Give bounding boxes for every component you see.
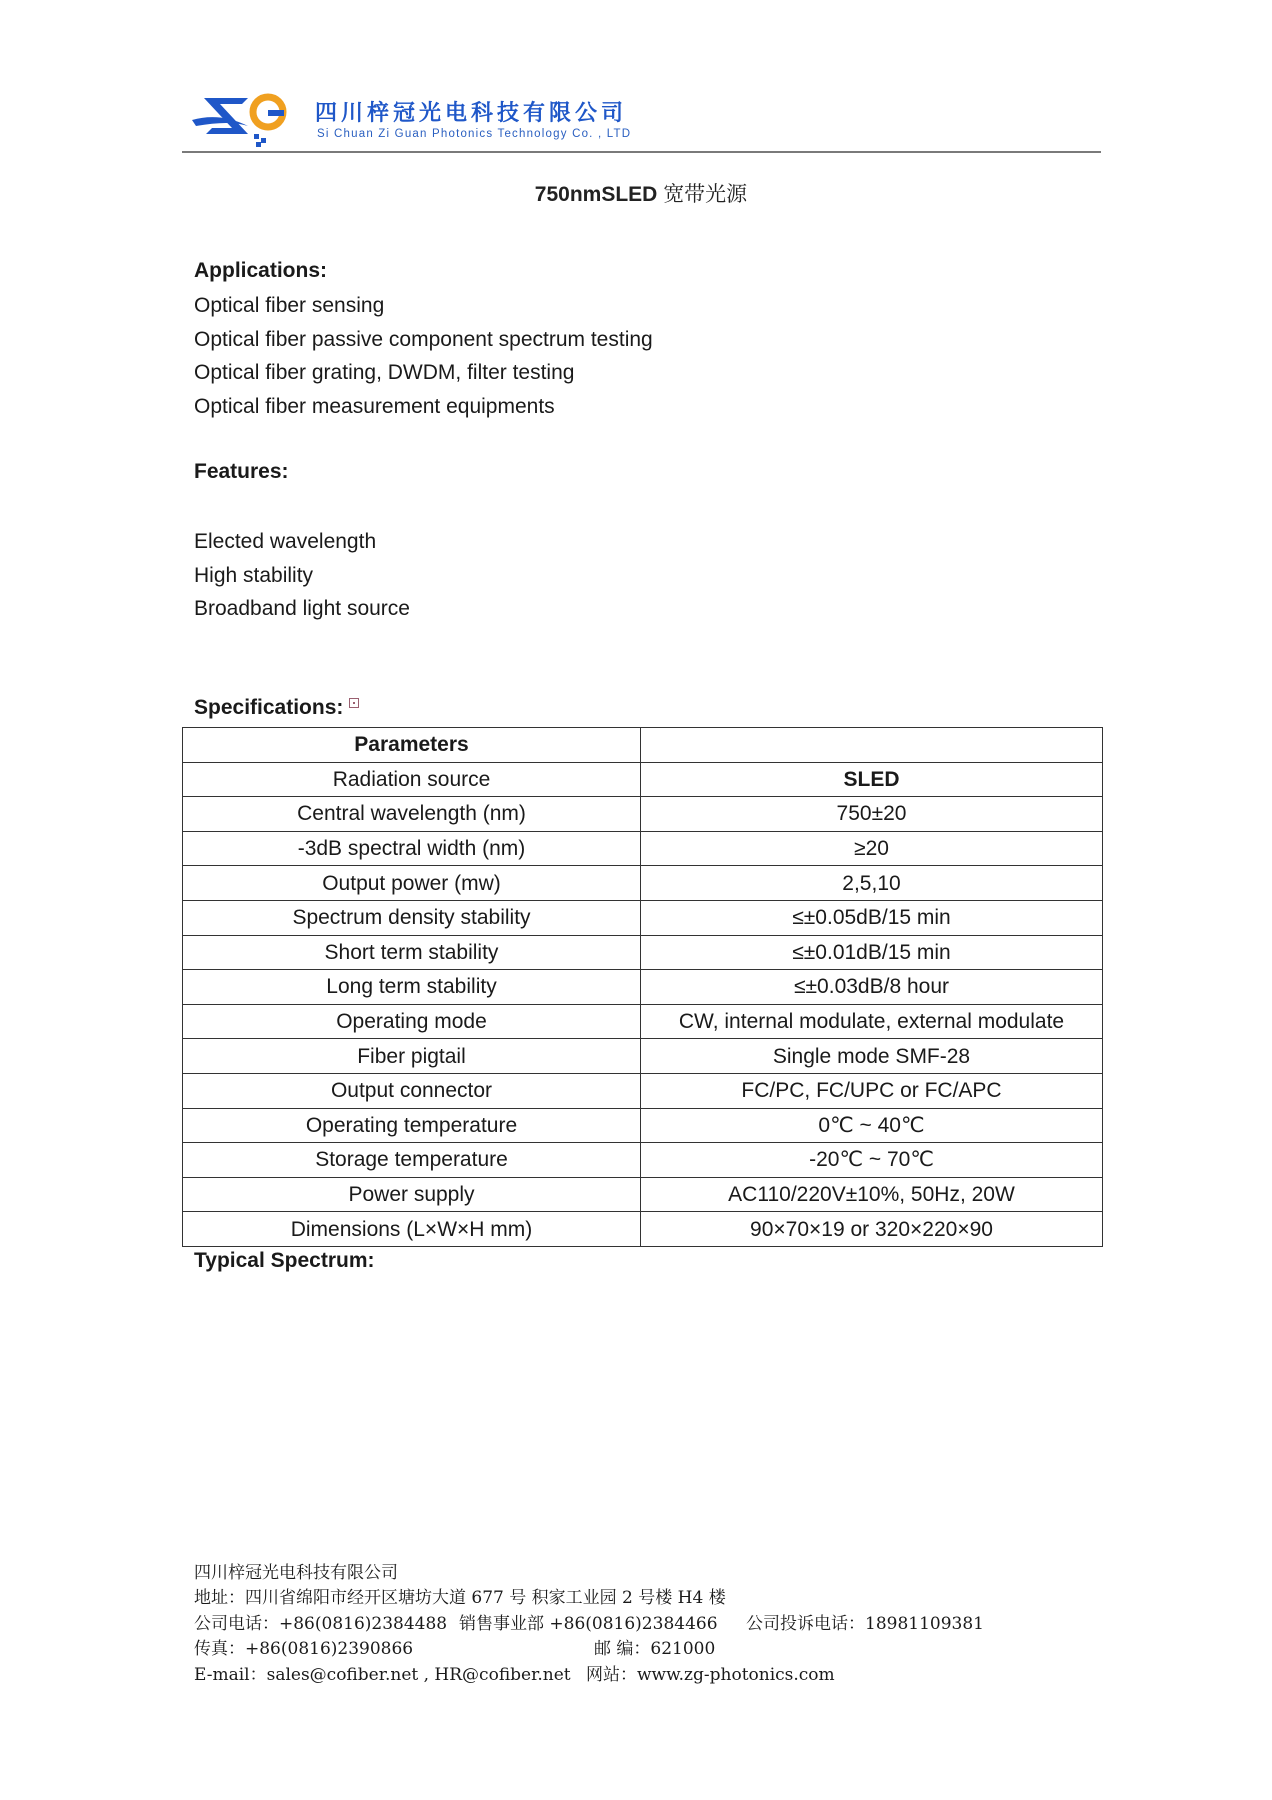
list-item: Broadband light source <box>194 597 410 620</box>
company-name-en: Si Chuan Zi Guan Photonics Technology Co. , LTD <box>317 128 632 140</box>
table-row <box>183 1212 1103 1247</box>
table-row <box>183 1108 1103 1143</box>
table-row <box>183 866 1103 901</box>
param-value: 90×70×19 or 320×220×90 <box>641 1212 1103 1247</box>
footer-sales-phone: 销售事业部 +86(0816)2384466 <box>459 1614 718 1634</box>
param-value: 0℃ ~ 40℃ <box>641 1108 1103 1143</box>
param-name: Operating temperature <box>183 1108 641 1143</box>
specifications-table <box>182 727 1103 1247</box>
footer-phone: 公司电话：+86(0816)2384488 <box>194 1614 448 1634</box>
param-name: Fiber pigtail <box>183 1039 641 1074</box>
column-header: Parameters <box>183 728 641 763</box>
param-value: CW, internal modulate, external modulate <box>641 1004 1103 1039</box>
table-row <box>183 1073 1103 1108</box>
zg-logo-icon <box>190 90 300 150</box>
footer-fax: 传真：+86(0816)2390866 <box>194 1639 414 1659</box>
table-row <box>183 970 1103 1005</box>
param-name: Operating mode <box>183 1004 641 1039</box>
column-header <box>641 728 1103 763</box>
table-row <box>183 1004 1103 1039</box>
param-value: SLED <box>641 762 1103 797</box>
footer-email[interactable]: E-mail：sales@cofiber.net , HR@cofiber.net <box>194 1665 571 1685</box>
table-row <box>183 1143 1103 1178</box>
footer-address: 地址：四川省绵阳市经开区塘坊大道 677 号 积家工业园 2 号楼 H4 楼 <box>194 1588 726 1608</box>
table-row <box>183 831 1103 866</box>
list-item: High stability <box>194 563 314 587</box>
param-value: Single mode SMF-28 <box>641 1039 1103 1074</box>
typical-spectrum-heading: Typical Spectrum: <box>194 1249 375 1272</box>
param-name: -3dB spectral width (nm) <box>183 831 641 866</box>
company-name-cn: 四川梓冠光电科技有限公司 <box>315 101 628 126</box>
footer-complaint-phone: 公司投诉电话：18981109381 <box>746 1614 984 1634</box>
table-row <box>183 900 1103 935</box>
param-value: ≤±0.03dB/8 hour <box>641 970 1103 1005</box>
document-title <box>0 178 1272 208</box>
list-item: Optical fiber passive component spectrum testing <box>194 327 653 351</box>
param-value: ≤±0.05dB/15 min <box>641 900 1103 935</box>
list-item: Elected wavelength <box>194 530 377 553</box>
footer-company: 四川梓冠光电科技有限公司 <box>194 1563 398 1583</box>
param-name: Long term stability <box>183 970 641 1005</box>
param-value: AC110/220V±10%, 50Hz, 20W <box>641 1177 1103 1212</box>
footer-website[interactable]: 网站：www.zg-photonics.com <box>586 1665 835 1685</box>
param-name: Output power (mw) <box>183 866 641 901</box>
list-item: Optical fiber measurement equipments <box>194 394 555 418</box>
specifications-heading <box>194 696 359 720</box>
title-en: 750nmSLED <box>534 183 658 206</box>
footer-postcode: 邮 编：621000 <box>594 1639 716 1659</box>
letterhead <box>182 84 1102 154</box>
param-value: FC/PC, FC/UPC or FC/APC <box>641 1073 1103 1108</box>
table-row <box>183 935 1103 970</box>
param-name: Power supply <box>183 1177 641 1212</box>
param-value: 750±20 <box>641 797 1103 832</box>
list-item: Optical fiber grating, DWDM, filter testing <box>194 361 575 384</box>
param-value: -20℃ ~ 70℃ <box>641 1143 1103 1178</box>
param-name: Radiation source <box>183 762 641 797</box>
table-row <box>183 797 1103 832</box>
param-value: 2,5,10 <box>641 866 1103 901</box>
table-row <box>183 762 1103 797</box>
table-row <box>183 1177 1103 1212</box>
table-row <box>183 1039 1103 1074</box>
param-name: Central wavelength (nm) <box>183 797 641 832</box>
features-heading: Features: <box>194 460 289 483</box>
embedded-object-icon <box>349 698 359 708</box>
param-name: Short term stability <box>183 935 641 970</box>
param-name: Storage temperature <box>183 1143 641 1178</box>
list-item: Optical fiber sensing <box>194 294 385 317</box>
title-cn: 宽带光源 <box>663 182 748 206</box>
specifications-heading-text: Specifications: <box>194 696 344 719</box>
table-header-row <box>183 728 1103 763</box>
features-list <box>194 525 410 626</box>
header-divider <box>182 151 1101 153</box>
param-name: Dimensions (L×W×H mm) <box>183 1212 641 1247</box>
applications-list <box>194 289 653 423</box>
param-name: Spectrum density stability <box>183 900 641 935</box>
param-value: ≥20 <box>641 831 1103 866</box>
param-value: ≤±0.01dB/15 min <box>641 935 1103 970</box>
applications-heading: Applications: <box>194 259 328 282</box>
param-name: Output connector <box>183 1073 641 1108</box>
